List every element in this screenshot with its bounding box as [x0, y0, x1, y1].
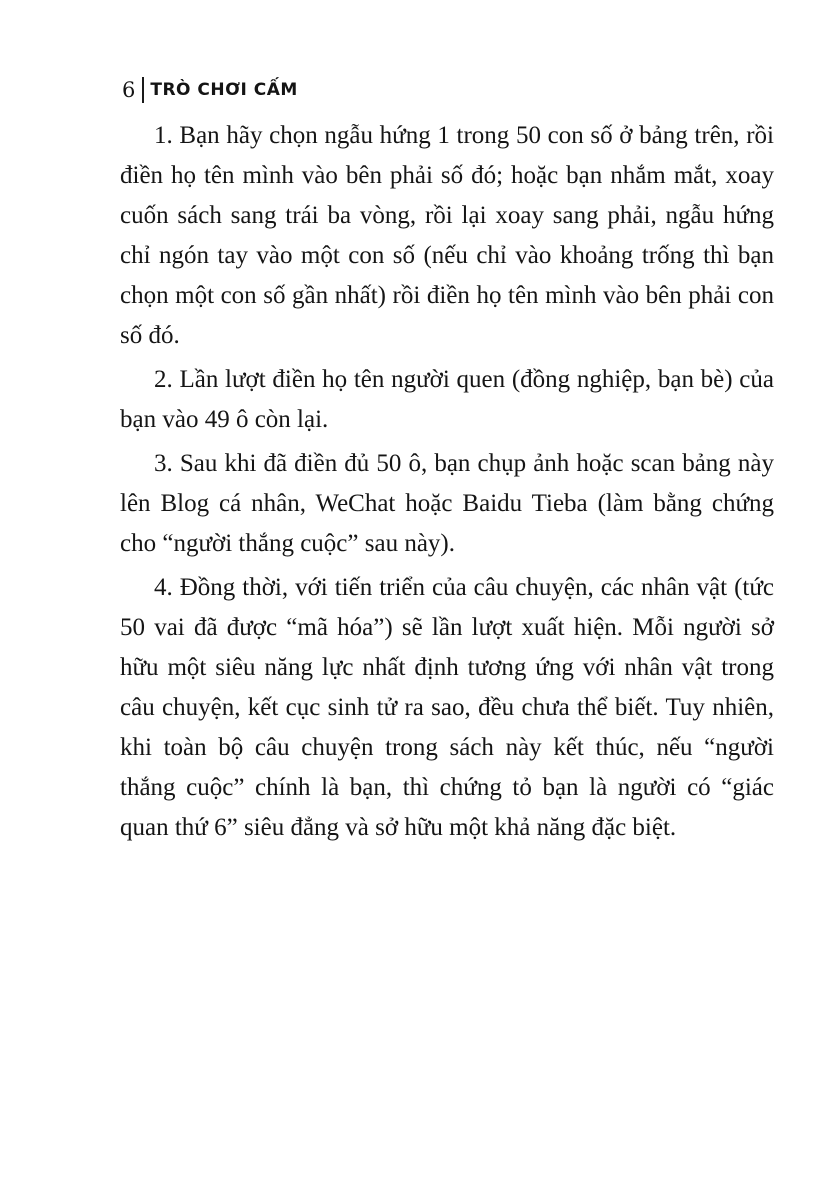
running-head: [122, 74, 298, 106]
paragraph-2: 2. Lần lượt điền họ tên người quen (đồng nghiệp, bạn bè) của bạn vào 49 ô còn lại.: [120, 366, 774, 433]
page-number: 6: [122, 77, 136, 102]
body-text: [120, 116, 774, 852]
chapter-title: TRÒ CHƠI CẤM: [150, 79, 298, 100]
paragraph-3: 3. Sau khi đã điền đủ 50 ô, bạn chụp ảnh hoặc scan bảng này lên Blog cá nhân, WeChat hoặc Baidu Tieba (làm bằng chứng cho “người thắng cuộc” sau này).: [120, 450, 774, 557]
header-divider: [142, 77, 144, 103]
paragraph-1: 1. Bạn hãy chọn ngẫu hứng 1 trong 50 con số ở bảng trên, rồi điền họ tên mình vào bên phải số đó; hoặc bạn nhắm mắt, xoay cuốn sách sang trái ba vòng, rồi lại xoay sang phải, ngẫu hứng chỉ ngón tay vào một con số (nếu chỉ vào khoảng trống thì bạn chọn một con số gần nhất) rồi điền họ tên mình vào bên phải con số đó.: [120, 122, 774, 349]
paragraph-4: 4. Đồng thời, với tiến triển của câu chuyện, các nhân vật (tức 50 vai đã được “mã hóa”) sẽ lần lượt xuất hiện. Mỗi người sở hữu một siêu năng lực nhất định tương ứng với nhân vật trong câu chuyện, kết cục sinh tử ra sao, đều chưa thể biết. Tuy nhiên, khi toàn bộ câu chuyện trong sách này kết thúc, nếu “người thắng cuộc” chính là bạn, thì chứng tỏ bạn là người có “giác quan thứ 6” siêu đẳng và sở hữu một khả năng đặc biệt.: [120, 574, 774, 841]
